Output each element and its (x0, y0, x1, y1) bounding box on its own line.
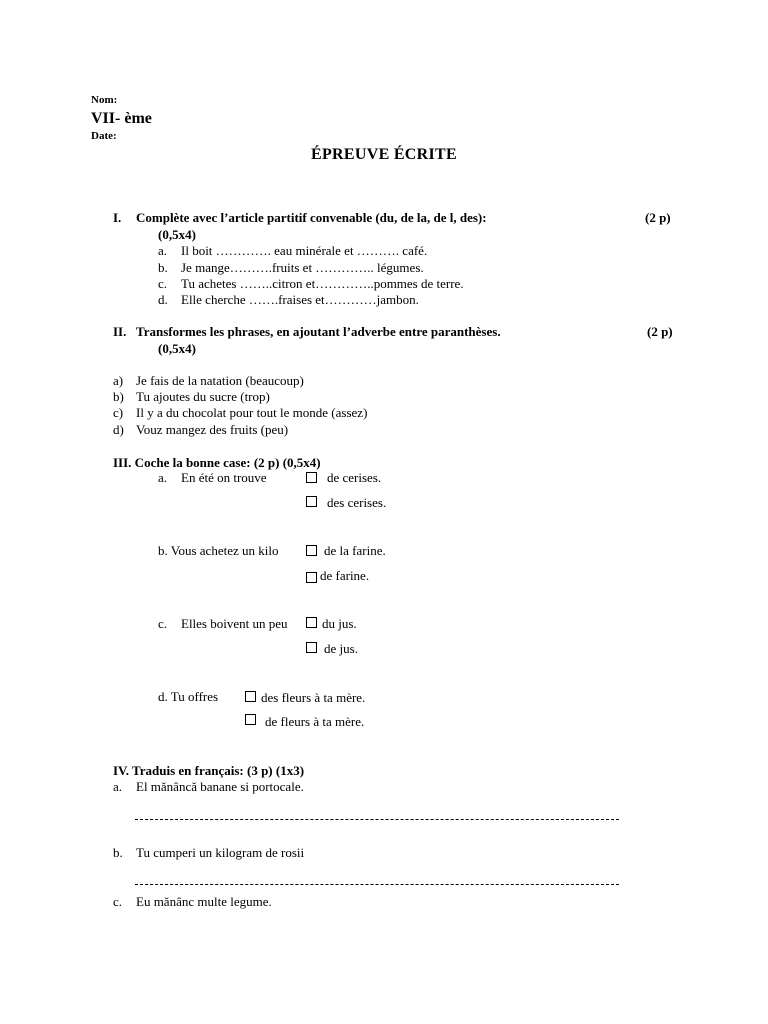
section1-item-letter: a. (158, 243, 168, 258)
section1-item-letter: c. (158, 276, 168, 291)
section1-item-letter: b. (158, 260, 168, 275)
section1-item-letter: d. (158, 292, 168, 307)
section2-item-text: Il y a du chocolat pour tout le monde (assez) (136, 405, 368, 420)
option-d1-label: des fleurs à ta mère. (261, 690, 366, 705)
section2-item-letter: c) (113, 405, 124, 420)
question-c-letter: c. (158, 616, 168, 631)
checkbox-a2[interactable] (306, 496, 317, 507)
checkbox-d2[interactable] (245, 714, 256, 725)
section1-item-text: Je mange……….fruits et ………….. légumes. (181, 260, 424, 275)
section2-item-letter: a) (113, 373, 124, 388)
grade-label: VII- ème (91, 110, 152, 127)
checkbox-d1[interactable] (245, 691, 256, 702)
page-title: ÉPREUVE ÉCRITE (310, 146, 457, 163)
option-b1-label: de la farine. (324, 543, 386, 558)
question-d-prompt: d. Tu offres (158, 689, 219, 704)
checkbox-c1[interactable] (306, 617, 317, 628)
checkbox-b2[interactable] (306, 572, 317, 583)
section2-item-text: Vouz mangez des fruits (peu) (136, 422, 289, 437)
question-a-prompt: En été on trouve (181, 470, 267, 485)
name-label: Nom: (91, 94, 118, 106)
section4-item-text: Eu mănânc multe legume. (136, 894, 272, 909)
date-label: Date: (91, 130, 117, 142)
checkbox-a1[interactable] (306, 472, 317, 483)
section1-number: I. (113, 210, 122, 225)
option-a1-label: de cerises. (327, 470, 382, 485)
option-a2-label: des cerises. (327, 495, 387, 510)
section2-number: II. (113, 324, 127, 339)
option-c1-label: du jus. (322, 616, 357, 631)
question-a-letter: a. (158, 470, 168, 485)
section3-heading: III. Coche la bonne case: (2 p) (0,5x4) (113, 455, 321, 470)
section1-item-text: Il boit …………. eau minérale et ………. café. (181, 243, 428, 258)
section2-instruction: Transformes les phrases, en ajoutant l’adverbe entre paranthèses. (136, 324, 501, 339)
section4-item-text: Tu cumperi un kilogram de rosii (136, 845, 305, 860)
section2-item-text: Je fais de la natation (beaucoup) (136, 373, 304, 388)
option-c2-label: de jus. (324, 641, 358, 656)
section2-scoring: (0,5x4) (158, 341, 196, 356)
answer-line-b[interactable] (135, 884, 619, 885)
section1-scoring: (0,5x4) (158, 227, 196, 242)
answer-line-a[interactable] (135, 819, 619, 820)
option-b2-label: de farine. (320, 568, 370, 583)
section2-item-text: Tu ajoutes du sucre (trop) (136, 389, 270, 404)
section2-item-letter: d) (113, 422, 124, 437)
section4-heading: IV. Traduis en français: (3 p) (1x3) (113, 763, 305, 778)
section1-instruction: Complète avec l’article partitif convenable (du, de la, de l, des): (136, 210, 487, 225)
question-c-prompt: Elles boivent un peu (181, 616, 288, 631)
section1-points: (2 p) (645, 210, 671, 225)
section4-item-text: El mănâncă banane si portocale. (136, 779, 304, 794)
question-b-prompt: b. Vous achetez un kilo (158, 543, 279, 558)
checkbox-b1[interactable] (306, 545, 317, 556)
section1-item-text: Tu achetes ……..citron et…………..pommes de terre. (181, 276, 464, 291)
section2-item-letter: b) (113, 389, 124, 404)
option-d2-label: de fleurs à ta mère. (265, 714, 365, 729)
section4-item-letter: c. (113, 894, 123, 909)
section4-item-letter: a. (113, 779, 123, 794)
section1-item-text: Elle cherche …….fraises et…………jambon. (181, 292, 419, 307)
section4-item-letter: b. (113, 845, 123, 860)
checkbox-c2[interactable] (306, 642, 317, 653)
section2-points: (2 p) (647, 324, 673, 339)
